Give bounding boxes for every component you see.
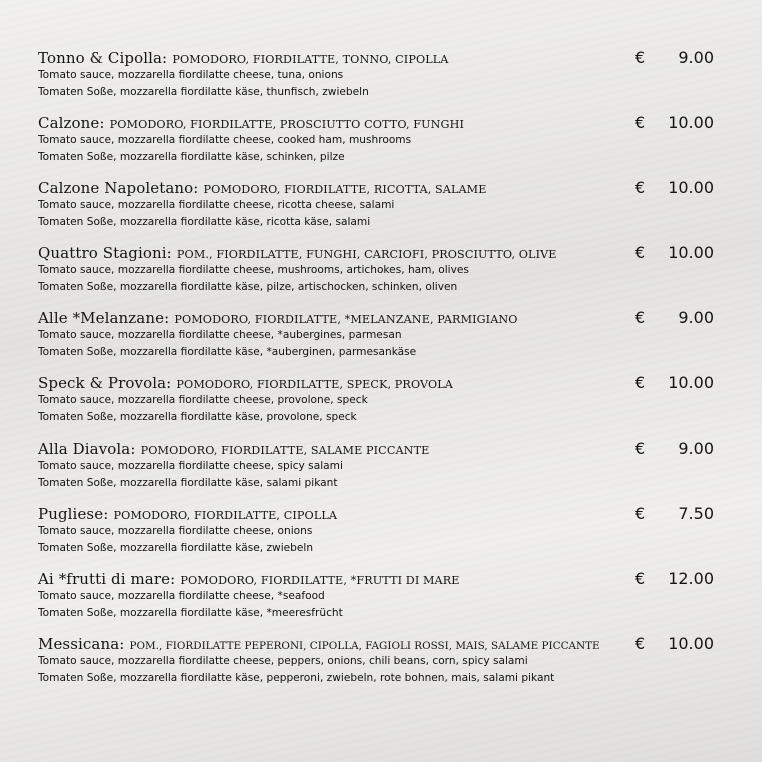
item-name: Pugliese: [38, 504, 109, 523]
item-ingredients: POMODORO, FIORDILATTE, *MELANZANE, PARMIGIANO [174, 313, 518, 327]
item-ingredients: POMODORO, FIORDILATTE, CIPOLLA [113, 508, 338, 522]
item-price: 10.00 [668, 633, 714, 653]
currency-symbol: € [635, 503, 646, 523]
item-title-line [38, 439, 728, 458]
item-price: 10.00 [668, 243, 714, 263]
item-title-line [38, 569, 728, 588]
menu-item [38, 243, 728, 308]
currency-symbol: € [635, 568, 646, 588]
item-description-en: Tomato sauce, mozzarella fiordilatte cheese, tuna, onions [38, 69, 344, 81]
item-price: 9.00 [678, 438, 714, 458]
item-name: Ai *frutti di mare: [38, 569, 176, 588]
item-description-en: Tomato sauce, mozzarella fiordilatte cheese, *seafood [38, 589, 325, 602]
item-title-line [38, 308, 728, 327]
item-description-de: Tomaten Soße, mozzarella fiordilatte käse, thunfisch, zwiebeln [38, 86, 369, 98]
item-price: 7.50 [678, 503, 714, 523]
item-name: Calzone Napoletano: [38, 179, 199, 198]
item-name: Quattro Stagioni: [38, 244, 172, 263]
menu-item [38, 113, 728, 178]
item-description-en: Tomato sauce, mozzarella fiordilatte cheese, provolone, speck [38, 394, 368, 407]
item-title-line [38, 48, 728, 67]
currency-symbol: € [635, 178, 646, 198]
menu-item [38, 48, 728, 113]
item-ingredients: POMODORO, FIORDILATTE, PROSCIUTTO COTTO, FUNGHI [109, 118, 464, 132]
item-name: Calzone: [38, 114, 105, 133]
item-price: 9.00 [678, 48, 714, 67]
item-ingredients: POM., FIORDILATTE PEPERONI, CIPOLLA, FAGIOLI ROSSI, MAIS, SALAME PICCANTE [129, 639, 600, 652]
item-description-en: Tomato sauce, mozzarella fiordilatte cheese, peppers, onions, chili beans, corn, spicy salami [38, 654, 528, 667]
item-ingredients: POMODORO, FIORDILATTE, SALAME PICCANTE [140, 443, 430, 457]
menu-item [38, 308, 728, 373]
item-price: 9.00 [678, 308, 714, 328]
item-title-line [38, 504, 728, 523]
item-description-en: Tomato sauce, mozzarella fiordilatte cheese, onions [38, 524, 313, 537]
item-title-line [38, 373, 728, 392]
item-description-de: Tomaten Soße, mozzarella fiordilatte käse, pilze, artischocken, schinken, oliven [38, 281, 458, 294]
item-ingredients: POM., FIORDILATTE, FUNGHI, CARCIOFI, PROSCIUTTO, OLIVE [176, 248, 557, 262]
item-title-line [38, 178, 728, 197]
item-name: Messicana: [38, 634, 125, 653]
menu-item [38, 634, 728, 699]
item-description-de: Tomaten Soße, mozzarella fiordilatte käse, *meeresfrücht [38, 606, 343, 619]
currency-symbol: € [635, 633, 646, 653]
item-description-de: Tomaten Soße, mozzarella fiordilatte käse, provolone, speck [38, 411, 357, 424]
item-description-en: Tomato sauce, mozzarella fiordilatte cheese, *aubergines, parmesan [38, 329, 402, 342]
item-description-de: Tomaten Soße, mozzarella fiordilatte käse, pepperoni, zwiebeln, rote bohnen, mais, salami pikant [38, 671, 555, 684]
item-price: 10.00 [668, 178, 714, 198]
currency-symbol: € [635, 373, 646, 393]
item-description-de: Tomaten Soße, mozzarella fiordilatte käse, ricotta käse, salami [38, 216, 371, 229]
item-title-line [38, 634, 728, 653]
item-description-en: Tomato sauce, mozzarella fiordilatte cheese, spicy salami [38, 459, 343, 472]
item-title-line [38, 243, 728, 262]
menu-item [38, 569, 728, 634]
item-title-line [38, 113, 728, 132]
item-ingredients: POMODORO, FIORDILATTE, RICOTTA, SALAME [203, 183, 487, 197]
item-price: 10.00 [668, 113, 714, 133]
item-description-de: Tomaten Soße, mozzarella fiordilatte käse, schinken, pilze [38, 151, 345, 164]
currency-symbol: € [635, 438, 646, 458]
menu-item [38, 439, 728, 504]
item-name: Tonno & Cipolla: [38, 49, 168, 67]
item-name: Alla Diavola: [38, 439, 136, 458]
menu-item [38, 373, 728, 438]
item-name: Alle *Melanzane: [38, 309, 170, 328]
item-price: 10.00 [668, 373, 714, 393]
currency-symbol: € [635, 308, 646, 328]
menu-item [38, 178, 728, 243]
item-ingredients: POMODORO, FIORDILATTE, TONNO, CIPOLLA [172, 53, 449, 66]
item-description-en: Tomato sauce, mozzarella fiordilatte cheese, ricotta cheese, salami [38, 199, 395, 212]
item-description-de: Tomaten Soße, mozzarella fiordilatte käse, zwiebeln [38, 541, 314, 554]
menu-item [38, 504, 728, 569]
currency-symbol: € [635, 113, 646, 133]
item-description-en: Tomato sauce, mozzarella fiordilatte cheese, mushrooms, artichokes, ham, olives [38, 264, 469, 277]
item-description-de: Tomaten Soße, mozzarella fiordilatte käse, *auberginen, parmesankäse [38, 346, 417, 359]
item-description-en: Tomato sauce, mozzarella fiordilatte cheese, cooked ham, mushrooms [38, 134, 412, 147]
currency-symbol: € [635, 243, 646, 263]
item-ingredients: POMODORO, FIORDILATTE, *FRUTTI DI MARE [180, 573, 460, 587]
item-ingredients: POMODORO, FIORDILATTE, SPECK, PROVOLA [176, 378, 453, 392]
item-description-de: Tomaten Soße, mozzarella fiordilatte käse, salami pikant [38, 476, 338, 489]
pizza-menu-list [38, 48, 728, 699]
currency-symbol: € [635, 48, 646, 67]
item-price: 12.00 [668, 568, 714, 588]
item-name: Speck & Provola: [38, 374, 172, 393]
